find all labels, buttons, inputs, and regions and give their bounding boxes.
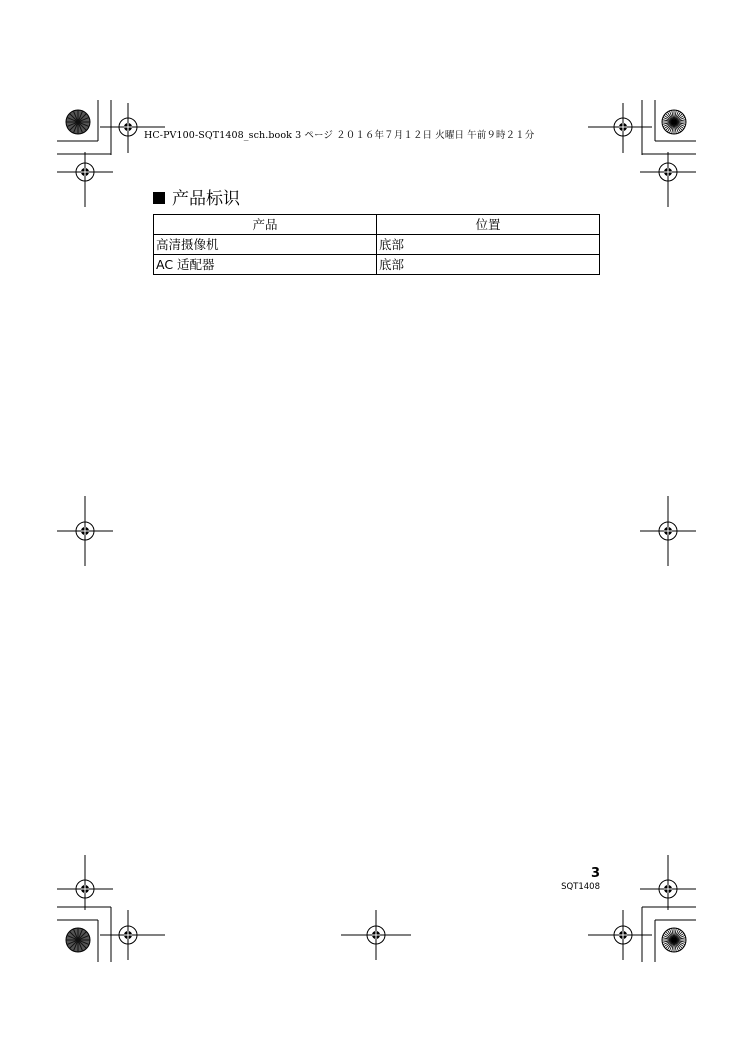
- table-cell: 底部: [377, 235, 600, 255]
- table-row: [154, 235, 600, 255]
- color-target-icon: [66, 928, 90, 952]
- table-row: [154, 255, 600, 275]
- page-number: 3: [590, 866, 600, 881]
- section-heading: [153, 184, 240, 209]
- color-target-icon: [662, 110, 686, 134]
- table-cell: 高清摄像机: [154, 235, 377, 255]
- column-header-product: 产品: [154, 215, 377, 235]
- square-bullet-icon: [153, 192, 165, 204]
- section-title: 产品标识: [172, 189, 240, 209]
- document-id: SQT1408: [561, 882, 600, 892]
- color-target-icon: [662, 928, 686, 952]
- color-target-icon: [66, 110, 90, 134]
- crop-marks-middle: [57, 496, 696, 566]
- print-slug-line: HC-PV100-SQT1408_sch.book 3 ページ ２０１６年７月１２日 火曜日 午前９時２１分: [144, 130, 535, 141]
- column-header-location: 位置: [377, 215, 600, 235]
- product-identification-table: [153, 214, 600, 275]
- table-cell: 底部: [377, 255, 600, 275]
- table-header-row: [154, 215, 600, 235]
- table-cell: AC 适配器: [154, 255, 377, 275]
